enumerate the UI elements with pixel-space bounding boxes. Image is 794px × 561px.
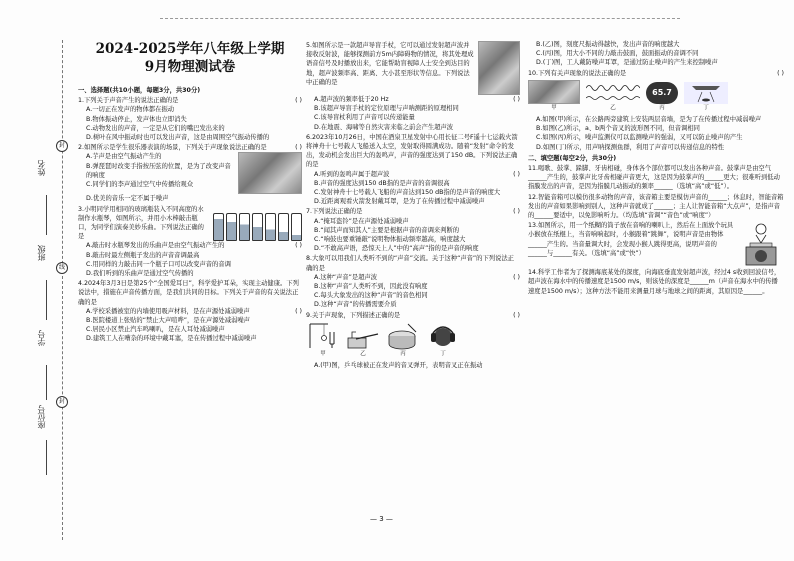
ruler-icon: [346, 322, 380, 350]
option-a: A.敲击时水瓶琴发出的乐曲声是由空气振动产生的: [86, 242, 225, 250]
fig-tuning-fork: [306, 322, 340, 359]
question-9: [306, 311, 520, 371]
water-bottles-figure: [213, 205, 302, 242]
question-stem: 9.关于声现象，下列描述正确的是: [306, 311, 401, 319]
q9-option-d: D.(丁)图，工人戴防噪声耳罩，是通过防止噪声的产生来控制噪声: [536, 59, 718, 67]
question-stem: 7.下列说法正确的是: [306, 208, 363, 216]
q9-figures: [306, 322, 520, 359]
option-d: D.树叶在风中振动时也可以发出声音，这是由周围空气振动传播的: [86, 134, 270, 142]
fig-caption: 丁: [440, 350, 446, 357]
column-middle: [306, 40, 520, 370]
seal-dot: 封: [56, 140, 68, 152]
option-d: D.在地震、海啸等自然灾害来临之前会产生超声波: [314, 123, 454, 131]
name-label: 姓名: [37, 160, 46, 176]
option-d: D.如图(丁)所示，用声呐探测鱼群，利用了声音可以传递信息的特性: [536, 143, 725, 151]
fig-caption: 丙: [659, 104, 665, 111]
class-line: [46, 280, 47, 320]
q9-option-c: C.(丙)图，用大小不同的力敲击鼓面，鼓面振动的音调不同: [536, 50, 699, 58]
question-12[interactable]: 12.智能音箱可以模仿很多动物的声音，该音箱主要是模仿声音的______；休息时，智能音箱发出的声音如果影响到别人，这种声音就成了______；主人让智能音箱“大点声”，是指声音的______要适中，以免影响听力。（均选填“音调”“音色”或“响度”）: [528, 193, 784, 220]
fig-caption: 乙: [610, 104, 616, 111]
seal-dot-2: 封: [56, 396, 68, 408]
option-d: D.优美的音乐一定不属于噪声: [86, 195, 169, 203]
top-divider: [160, 18, 680, 19]
answer-paren[interactable]: ( ): [777, 69, 784, 77]
answer-paren[interactable]: ( ): [295, 242, 302, 250]
exam-title-line2: 9月物理测试卷: [144, 59, 236, 75]
fig-sonar: [684, 82, 728, 113]
question-stem: 5.如图所示是一款超声导盲手杖，它可以通过发射超声波并接收反射波，能够探测前方5m内障碍物的情况，将其处理成语音信号及时播放出来，它能帮助盲视障人士安全到达目的地，超声波频率高、距离、大小甚至形状等信息。下列说法中正确的是: [306, 42, 474, 86]
bottle: [278, 213, 289, 241]
fig-waveforms: [586, 82, 640, 113]
question-3: [78, 205, 302, 279]
option-d: D.我们听到的乐曲声是通过空气传播的: [86, 270, 194, 278]
sonar-icon: [684, 82, 728, 104]
section-fill-heading: 二、填空题(每空2分，共30分): [528, 154, 617, 162]
page-number: — 3 —: [370, 515, 393, 523]
bottle: [265, 213, 276, 241]
answer-paren[interactable]: ( ): [295, 144, 302, 152]
drum-icon: [386, 322, 420, 350]
fig-ruler: [346, 322, 380, 359]
fig-noise-meter: [646, 82, 678, 113]
fig-caption: 丁: [703, 104, 709, 111]
q10-figures: [528, 80, 784, 113]
column-right: [528, 40, 784, 296]
noise-meter-display: 65.7: [646, 82, 678, 104]
question-13: [528, 221, 784, 267]
question-14[interactable]: 14.科学工作者为了探测海底某处的深度，向海底垂直发射超声波，经过4 s收到回波信号，超声波在海水中的传播速度是1500 m/s，则该处的深度是______m（声音在海水中的传播速度是1500 m/s）；这种方法不能用来测量月球与地球之间的距离，其原因是______。: [528, 269, 781, 295]
fig-caption: 甲: [320, 350, 326, 357]
option-a: A.听到的轰鸣声属于超声波: [314, 170, 390, 178]
option-a: A.(甲)图，乒乓球被正在发声的音叉弹开，表明音叉正在振动: [314, 362, 483, 370]
option-b: B.弹琵琶时改变手指按压弦的位置，是为了改变声音的响度: [86, 162, 231, 179]
option-a: A.如图(甲)所示，在公路两旁建筑上安装两层音墙，是为了在传播过程中减弱噪声: [536, 116, 762, 124]
line-dot: 线: [56, 262, 68, 274]
option-b: B.如图(乙)所示，a、b两个音叉的波形图不同，但音调相同: [536, 125, 700, 133]
bottle: [213, 213, 224, 241]
speaker-monkey-icon: [738, 221, 784, 267]
option-b: B.这种“声音”人类听不到，因此没有响度: [314, 283, 428, 291]
option-c: C.“响鼓也要重锤敲”说明物体振动频率越高，响度越大: [314, 236, 466, 244]
question-stem: 10.下列有关声现象的说法正确的是: [528, 69, 627, 77]
question-stem: 2.如图所示是学生很乐器表演的场景，下列关于声现象说法正确的是: [78, 144, 267, 152]
question-stem: 8.大象可以用我们人类听不到的“声音”交流。关于这种“声音”的下列说法正确的是: [306, 255, 514, 272]
option-b: B.声音的强度达到150 dB指的是声音的音调很高: [314, 179, 450, 187]
class-label: 班级: [37, 245, 46, 261]
id-line: [46, 365, 47, 400]
option-a: A.芋声是由空气振动产生的: [86, 153, 162, 161]
option-d: D.这种“声音”的传播需要介质: [314, 301, 397, 309]
question-stem: 1.下列关于声音产生的说法正确的是: [78, 97, 179, 105]
answer-paren[interactable]: ( ): [295, 97, 302, 105]
question-1: [78, 96, 302, 142]
answer-paren[interactable]: ( ): [513, 311, 520, 319]
highway-barrier-photo: [528, 80, 580, 104]
answer-paren[interactable]: ( ): [295, 307, 302, 315]
option-c: C.如图(丙)所示，噪声监测仪可以监测噪声的强弱，又可以防止噪声的产生: [536, 134, 743, 142]
question-stem: 6.2023年10月26日，中国在酒泉卫星发射中心用长征二号F遥十七运载火箭将神舟十七号载人飞船送入太空，发射取得圆满成功。随着“发射”命令的发出，发动机会发出巨大的轰鸣声，声音的强度达到了150 dB。下列说法正确的是: [306, 133, 518, 169]
tuning-fork-icon: [306, 322, 340, 350]
column-left: [78, 40, 302, 344]
option-a: A.学校采播被室的内墙使用吸声材料，是在声源处减弱噪声: [86, 307, 250, 315]
waveform-icon: [586, 82, 640, 104]
fig-caption: 乙: [360, 350, 366, 357]
question-6: [306, 133, 520, 207]
answer-paren[interactable]: ( ): [513, 273, 520, 281]
fig-caption: 丙: [400, 350, 406, 357]
question-5: [306, 41, 520, 132]
q9-option-b: B.(乙)图，刻度尺振动得越快，发出声音的响度越大: [536, 41, 680, 48]
option-d: D.近距离观看火箭发射戴耳罩，是为了在传播过程中减弱噪声: [314, 198, 485, 206]
option-b: B.物体振动停止，发声体也立即消失: [86, 115, 187, 123]
fig-earmuff: [426, 322, 460, 359]
bottle: [226, 213, 237, 241]
option-c: C.用同样的力敲击同一个瓶子口可以改变声音的音调: [86, 260, 231, 268]
option-b: B.医院楼道上张贴的“禁止大声喧哗”，是在声源处减弱噪声: [86, 317, 250, 325]
question-7: [306, 207, 520, 253]
question-11[interactable]: 11.喝歌、鼓掌、跺脚、牙齿相碰，身体各个部位都可以发出各种声音。鼓掌声是由空气______产生的，鼓掌声比牙齿相碰声音更大，这是因为鼓掌声的______更大；很难听到低动指膜发出的声音，是因为指膜几动振动的频率______（选填“高”或“低”）。: [528, 165, 780, 191]
bottle: [239, 213, 250, 241]
question-8: [306, 254, 520, 309]
binding-dashed-line: [62, 40, 63, 540]
bottle: [252, 213, 263, 241]
question-2: [78, 143, 302, 203]
option-c: C.同学们的李声通过空气中传播给观众: [86, 181, 194, 189]
answer-paren[interactable]: ( ): [513, 208, 520, 216]
question-stem: 3.小明同学用相同的玻璃瓶装入不同高度的水制作水瓶琴，如图所示，并用小木棒敲击瓶口，为同学们演奏美妙乐曲。下列说法正确的是: [78, 205, 204, 241]
binding-margin: [0, 0, 72, 561]
question-stem: 4.2024年3月3日是第25个“全国爱耳日”，科学爱护耳朵，实现主动健康。下列说法中，措施在声音传播方面，是我们共同的目标。下列关于声音的有关说法正确的是: [78, 280, 299, 306]
option-a: A.一切正在发声的物体都在振动: [86, 106, 175, 114]
answer-paren[interactable]: ( ): [513, 96, 520, 103]
name-line: [46, 195, 47, 235]
option-a: A.超声波的频率低于20 Hz: [314, 96, 389, 103]
id-label: 学号: [37, 330, 46, 346]
question-13-text[interactable]: 13.如图所示，用一个纸糊的筒子放在音响的喇叭上，然后在上面放个玩具小猴放在纸棍上，当音响响起时，小猴跟着“跳舞”，说明声音是由物体______产生的。当音量调大时，会发现小猴人跳得更高，说明声音的______与______有关。（选填“高”或“快”）: [528, 222, 734, 257]
option-c: C.每头大象发出的这种“声音”的音色相同: [314, 292, 428, 300]
fig-drum: [386, 322, 420, 359]
section-choice-heading: 一、选择题(共10小题，每题3分，共30分): [78, 87, 201, 94]
guide-cane-photo: [478, 41, 520, 95]
option-d: D.建筑工人在嘈杂的环境中戴耳塞，是在传播过程中减弱噪声: [86, 335, 257, 343]
option-c: C.动物发出的声音，一定是从它们的嘴巴发出来的: [86, 124, 225, 132]
fig-sound-barrier: [528, 80, 580, 113]
option-b: B.敲击时最左侧瓶子发出的声音音调最高: [86, 251, 200, 259]
option-c: C.发射神舟十七号载人飞船的声音达到150 dB指的是声音的响度大: [314, 189, 501, 197]
option-d: D.“不敢高声语，恐惊天上人”中的“高声”指的是声音的响度: [314, 245, 479, 253]
answer-paren[interactable]: ( ): [513, 170, 520, 178]
seat-line: [46, 440, 47, 475]
earmuff-icon: [426, 322, 460, 350]
option-b: B.该超声导盲手杖的定位原理与声呐测距的原理相同: [314, 105, 459, 113]
exam-title-line1: 2024-2025学年八年级上学期: [95, 41, 285, 57]
question-10: [528, 69, 784, 152]
orchestra-photo: [238, 152, 302, 194]
option-a: A.“掩耳盗铃”是在声源处减弱噪声: [314, 217, 409, 225]
option-c: C.该导盲杖利用了声音可以传递能量: [314, 114, 415, 122]
option-c: C.居民小区禁止汽车鸣喇叭，是在人耳处减弱噪声: [86, 326, 225, 334]
bottle: [291, 213, 302, 241]
fig-caption: 甲: [551, 104, 557, 111]
seat-label: 座位号: [37, 405, 46, 429]
option-a: A.这种“声音”是超声波: [314, 273, 378, 281]
question-4: [78, 279, 302, 343]
option-b: B.“闻其声而知其人”主要是根据声音的音调来判断的: [314, 226, 460, 234]
